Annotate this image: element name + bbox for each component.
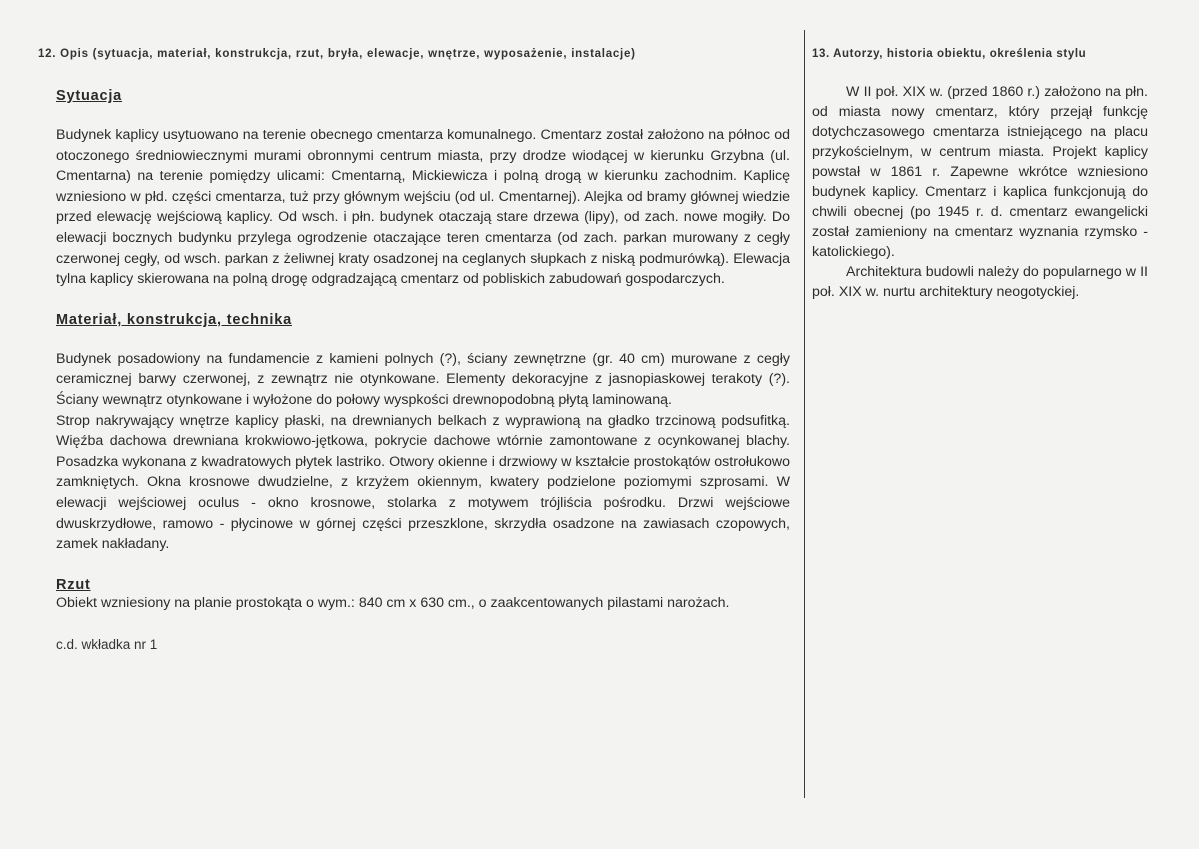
- rzut-text: Obiekt wzniesiony na planie prostokąta o wym.: 840 cm x 630 cm., o zaakcentowanych pilastami narożach.: [56, 594, 730, 611]
- rzut-heading: Rzut: [56, 576, 91, 593]
- history-paragraph-2: Architektura budowli należy do popularnego w II poł. XIX w. nurtu architektury neogotyckiej.: [812, 264, 1148, 300]
- material-text-2: Strop nakrywający wnętrze kaplicy płaski, na drewnianych belkach z wyprawioną na gładko trzcinową podsufitką. Więźba dachowa drewniana krokwiowo-jętkowa, pokrycie dachowe wtórnie zamontowane z ocynkowanej blachy. Posadzka wykonana z kwadratowych płytek lastriko. Otwory okienne i drzwiowy w kształcie prostokątów ostrołukowo zamkniętych. Okna krosnowe dwudzielne, z krzyżem okiennym, kwatery podzielone poziomymi szprosami. W elewacji wejściowej oculus - okno krosnowe, stolarka z motywem trójliścia pośrodku. Drzwi wejściowe dwuskrzydłowe, ramowo - płycinowe w górnej części przeszklone, skrzydła osadzone na zawiasach czopowych, zamek nakładany.: [56, 412, 790, 553]
- column-divider: [804, 30, 805, 798]
- sytuacja-heading: Sytuacja: [56, 88, 123, 104]
- material-heading: Materiał, konstrukcja, technika: [56, 311, 292, 328]
- material-text-1: Budynek posadowiony na fundamencie z kamieni polnych (?), ściany zewnętrzne (gr. 40 cm) murowane z cegły ceramicznej barwy czerwonej, z zewnątrz nie otynkowane. Elementy dekoracyjne z jasnopiaskowej terakoty (?). Ściany wewnątrz otynkowane i wyłożone do połowy wyspkości drewnopodobną płytą laminowaną.: [56, 350, 790, 408]
- section-12-header: 12. Opis (sytuacja, materiał, konstrukcja, rzut, bryła, elewacje, wnętrze, wyposażenie, instalacje): [38, 48, 636, 60]
- section-13-header: 13. Autorzy, historia obiektu, określenia stylu: [812, 48, 1087, 60]
- continuation-note: c.d. wkładka nr 1: [56, 637, 158, 653]
- sytuacja-text: Budynek kaplicy usytuowano na terenie obecnego cmentarza komunalnego. Cmentarz został założono na północ od otoczonego średniowiecznymi murami obronnymi centrum miasta, przy drodze wiodącej w kierunku Grzybna (ul. Cmentarna) na terenie pomiędzy ulicami: Cmentarną, Mickiewicza i polną drogą w kierunku zachodnim. Kaplicę wzniesiono w płd. części cmentarza, tuż przy głównym wejściu (od ul. Cmentarnej). Alejka od bramy głównej wiedzie przed elewację wejściową kaplicy. Od wsch. i płn. budynek otaczają stare drzewa (lipy), od zach. nowe mogiły. Do elewacji bocznych budynku przylega ogrodzenie otaczające teren cmentarza (od zach. parkan murowany z cegły czerwonej cegły, od wsch. parkan z żeliwnej kraty osadzonej na ceglanych słupkach z niską podmurówką). Elewacja tylna kaplicy skierowana na polną drogę odgradzającą cmentarz od pobliskich zabudowań gospodarczych.: [56, 127, 790, 288]
- description-column: [38, 48, 790, 652]
- history-column: [812, 48, 1148, 302]
- history-paragraph-1: W II poł. XIX w. (przed 1860 r.) założono na płn. od miasta nowy cmentarz, który przejął funkcję dotychczasowego cmentarza istniejącego na placu przykościelnym, w centrum miasta. Projekt kaplicy powstał w 1861 r. Zapewne wkrótce wzniesiono budynek kaplicy. Cmentarz i kaplica funkcjonują do chwili obecnej (po 1945 r. d. cmentarz ewangelicki został zamieniony na cmentarz wyznania rzymsko - katolickiego).: [812, 84, 1148, 260]
